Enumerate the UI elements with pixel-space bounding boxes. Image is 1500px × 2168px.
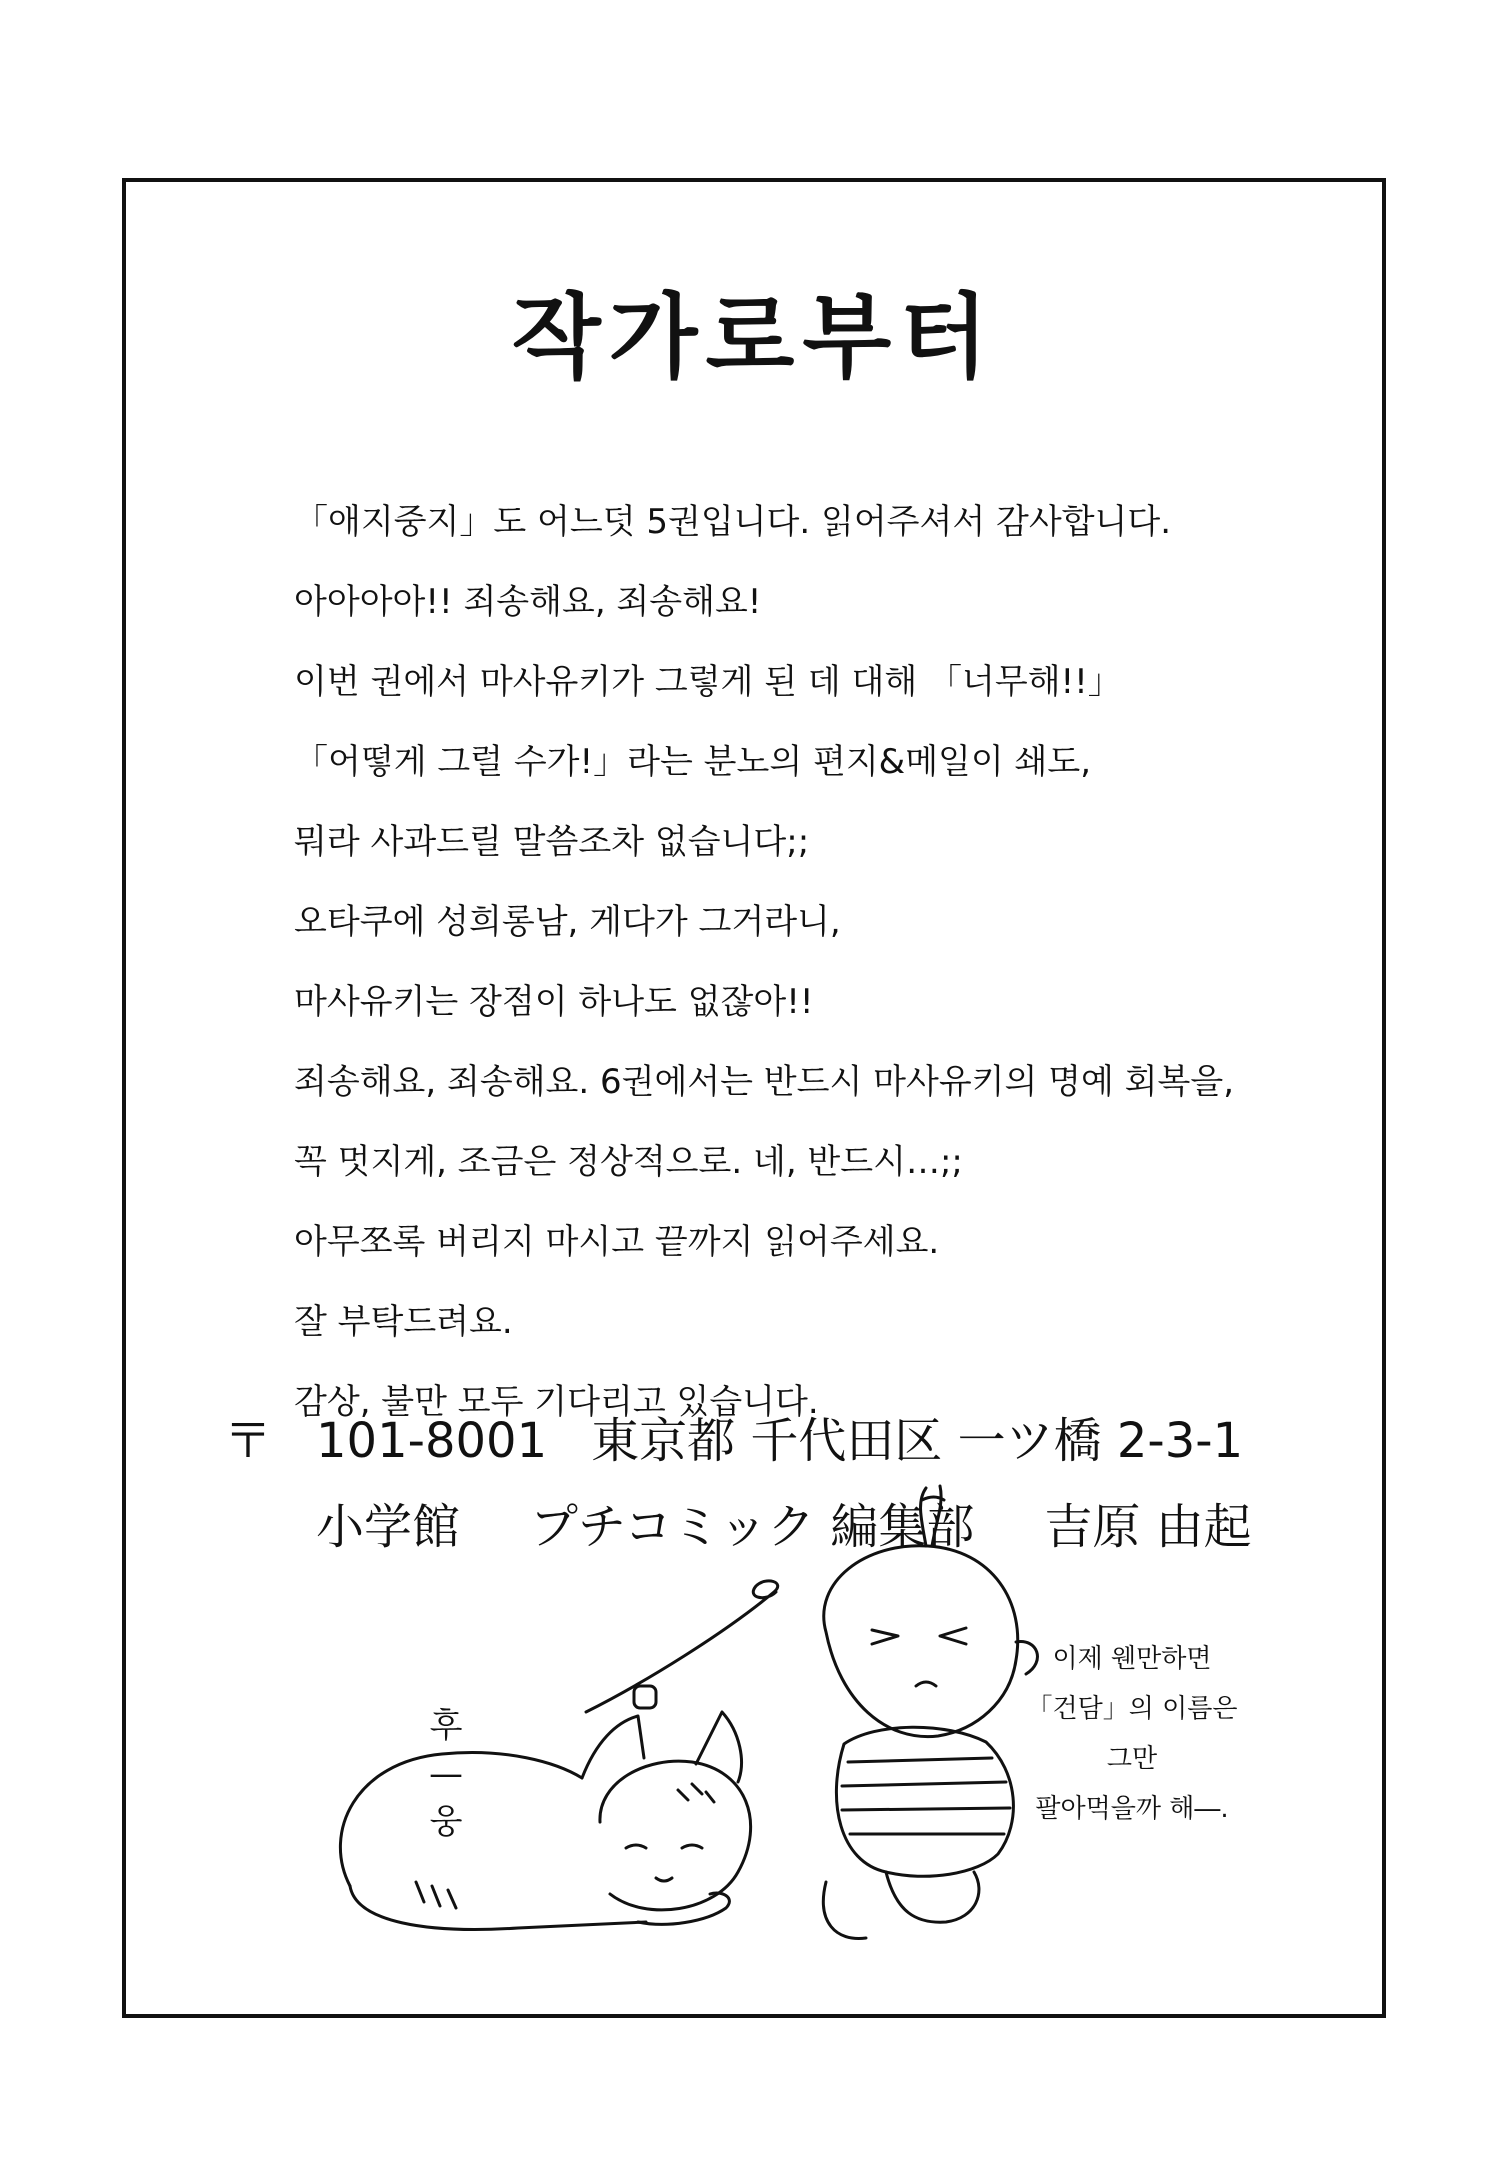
sfx-char: 후 xyxy=(429,1706,463,1746)
dream-bubble-icon xyxy=(634,1686,656,1708)
side-note-line: 팔아먹을까 해―. xyxy=(1035,1794,1229,1824)
letter-line: 오타쿠에 성희롱남, 게다가 그거라니, xyxy=(294,902,841,942)
letter-line: 「어떻게 그럴 수가!」라는 분노의 편지&메일이 쇄도, xyxy=(294,742,1092,782)
sfx-char: — xyxy=(429,1754,463,1794)
postal-code: 101-8001 xyxy=(316,1413,548,1469)
letter-line: 마사유키는 장점이 하나도 없잖아!! xyxy=(294,982,814,1022)
side-note-line: 그만 xyxy=(1106,1744,1158,1774)
letter-line: 이번 권에서 마사유키가 그렇게 된 데 대해 「너무해!!」 xyxy=(294,662,1122,702)
letter-line: 잘 부탁드려요. xyxy=(294,1302,513,1342)
side-note-line: 「건담」의 이름은 xyxy=(1026,1694,1238,1724)
letter-line: 감상, 불만 모두 기다리고 있습니다. xyxy=(294,1382,819,1422)
sleeping-cat-icon xyxy=(340,1712,750,1929)
letter-line: 뭐라 사과드릴 말씀조차 없습니다;; xyxy=(294,822,810,862)
author-name: 吉原 由起 xyxy=(1044,1499,1252,1555)
page-title: 작가로부터 xyxy=(511,284,997,391)
letter-line: 죄송해요, 죄송해요. 6권에서는 반드시 마사유키의 명예 회복을, xyxy=(294,1062,1234,1102)
sketch-illustration xyxy=(126,182,1382,2014)
letter-line: 아아아아!! 죄송해요, 죄송해요! xyxy=(294,582,762,622)
street-address: 東京都 千代田区 一ツ橋 2-3-1 xyxy=(591,1413,1244,1469)
dream-swirl-icon xyxy=(586,1581,778,1712)
letter-line: 아무쪼록 버리지 마시고 끝까지 읽어주세요. xyxy=(294,1222,940,1262)
letter-line: 꼭 멋지게, 조금은 정상적으로. 네, 반드시…;; xyxy=(294,1142,963,1182)
letter-line: 「애지중지」도 어느덧 5권입니다. 읽어주셔서 감사합니다. xyxy=(294,502,1172,542)
publisher-name: 小学館 xyxy=(316,1499,461,1555)
sfx-char: 웅 xyxy=(429,1802,463,1842)
side-note-line: 이제 웬만하면 xyxy=(1052,1644,1212,1674)
baby-character-icon xyxy=(823,1486,1037,1939)
postal-mark: 〒 xyxy=(224,1413,273,1469)
editorial-dept: プチコミック 編集部 xyxy=(530,1499,975,1555)
page-frame xyxy=(122,178,1386,2018)
